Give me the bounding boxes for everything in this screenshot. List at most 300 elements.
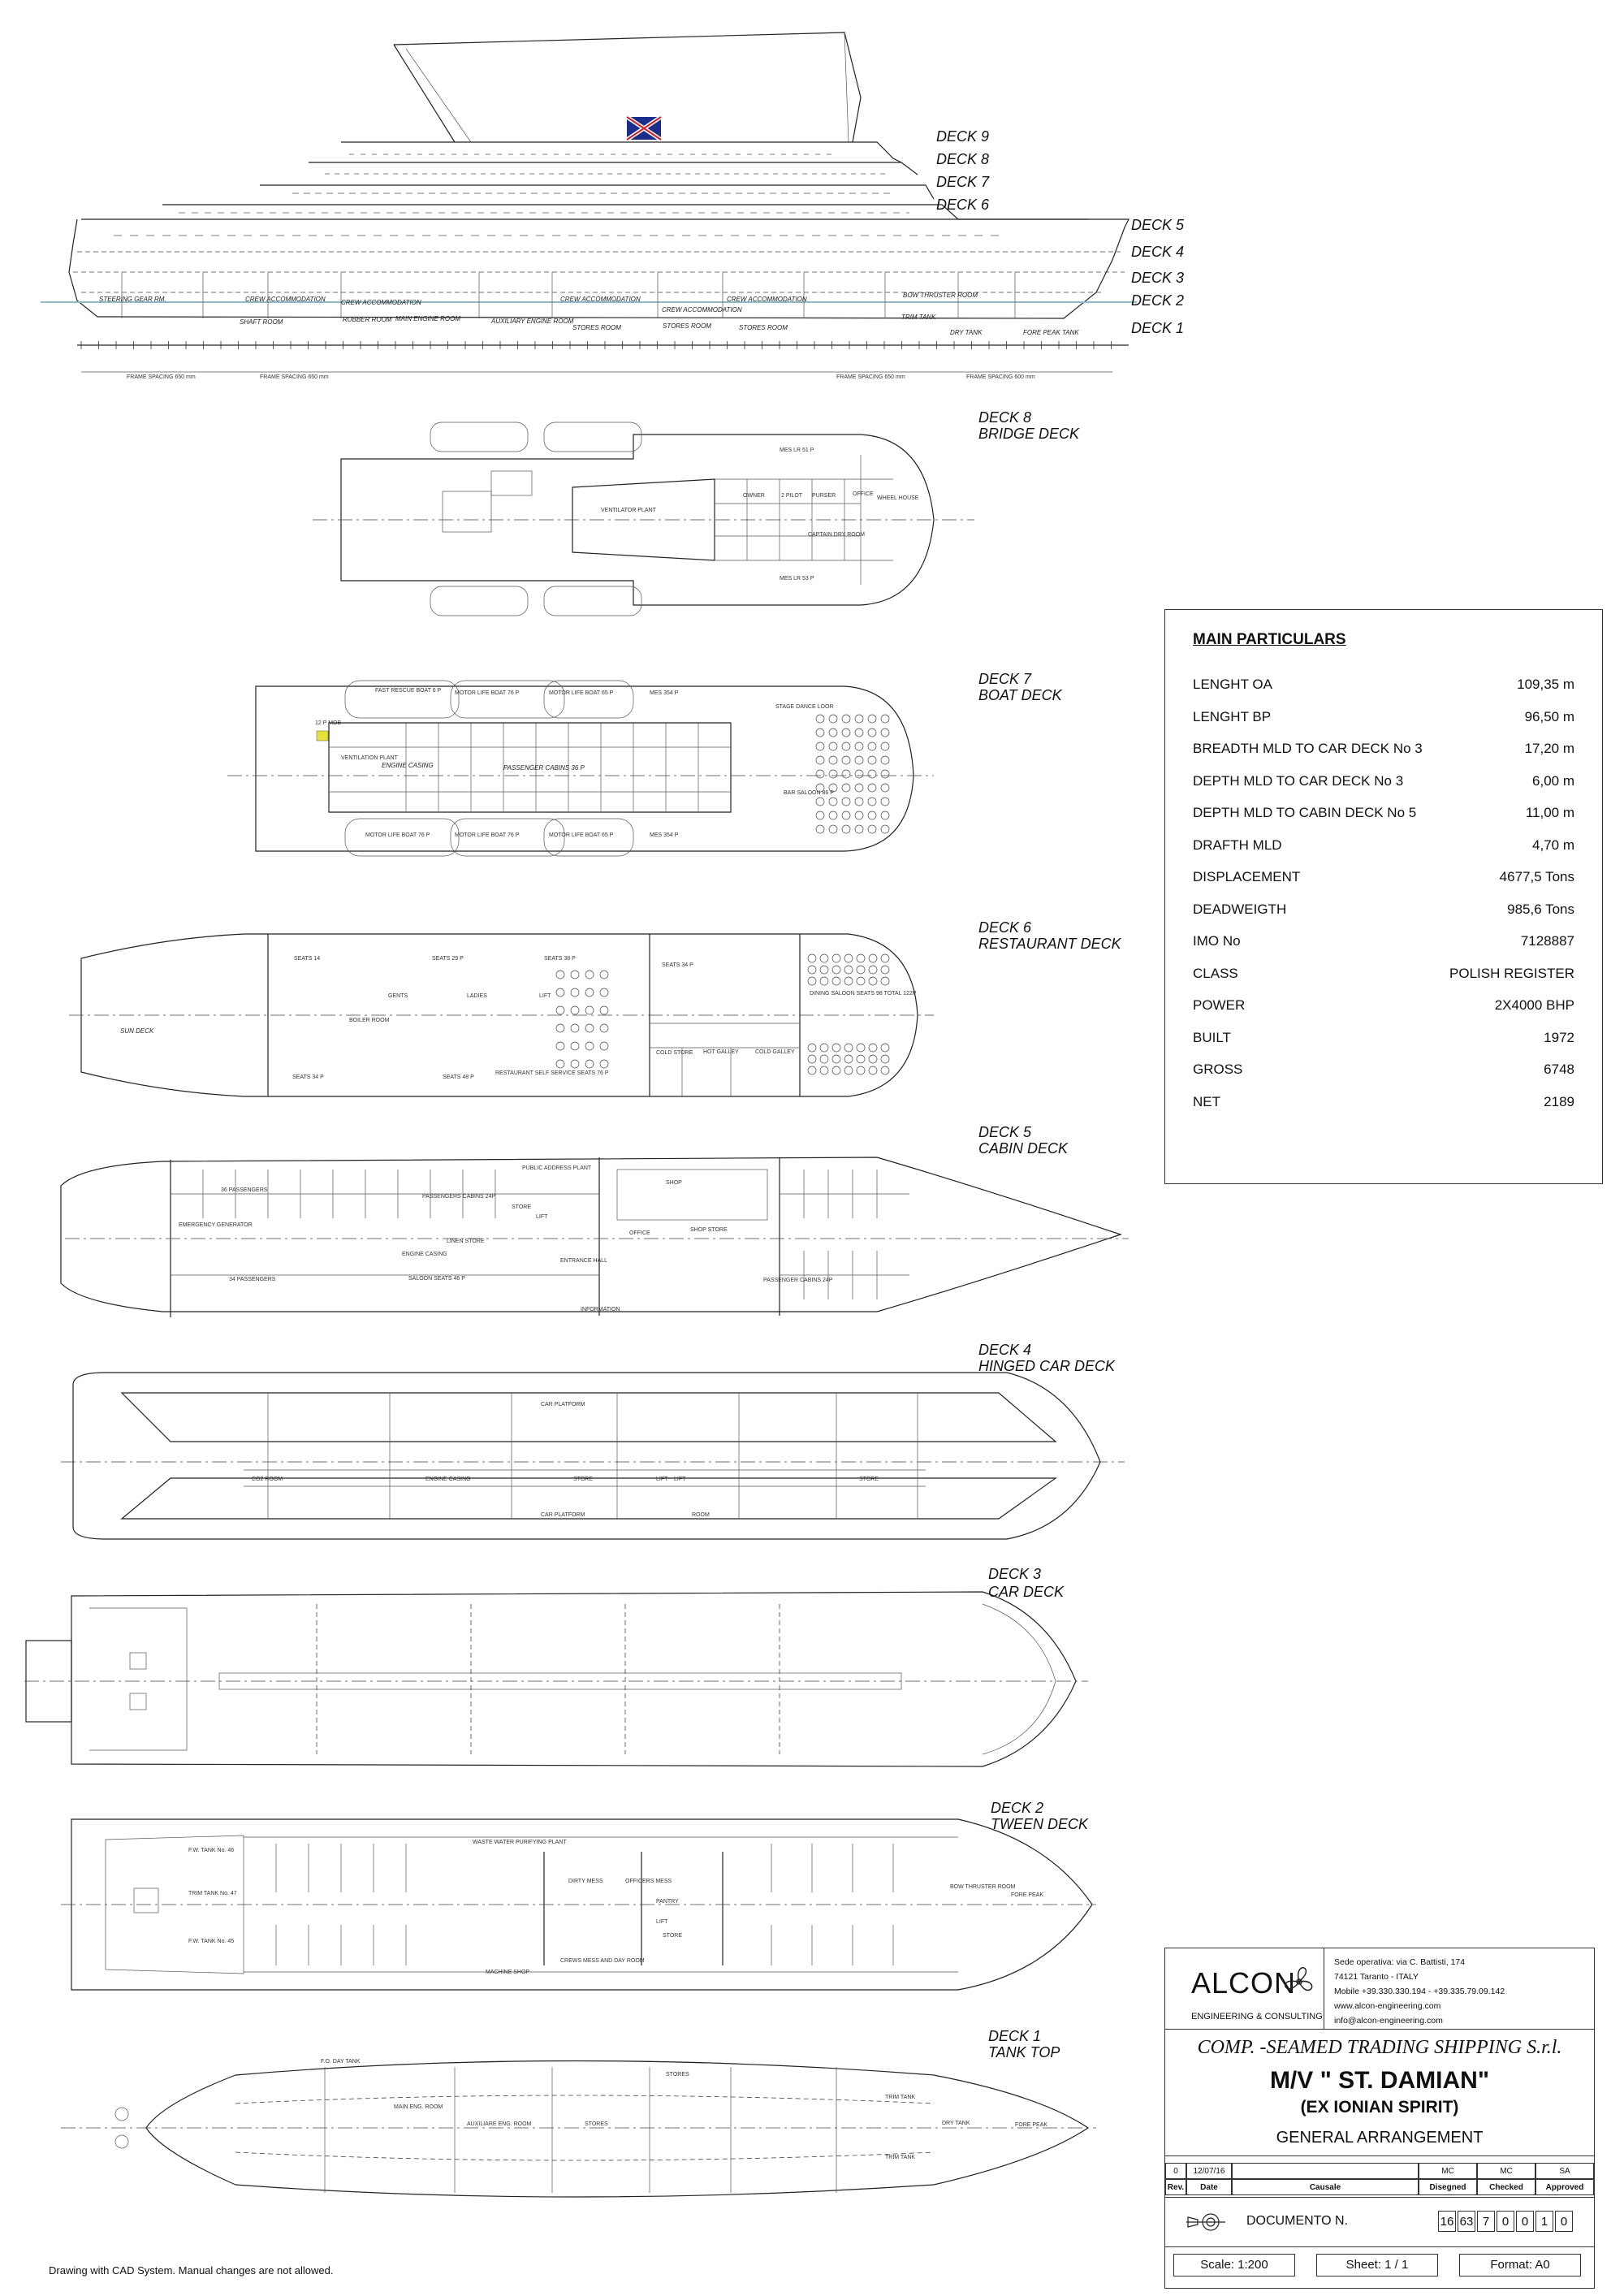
seat-table xyxy=(829,770,837,778)
particular-key: BREADTH MLD TO CAR DECK No 3 xyxy=(1193,741,1423,756)
room-label: BOW THRUSTER ROOM xyxy=(950,1884,1016,1890)
deck-8-plan xyxy=(313,409,1080,616)
seat-table xyxy=(855,756,863,764)
address-line: Mobile +39.330.330.194 - +39.335.79.09.142 xyxy=(1334,1987,1505,1996)
logo-text: ALCON xyxy=(1191,1966,1297,2000)
logo-subtitle: ENGINEERING & CONSULTING xyxy=(1191,2012,1323,2021)
room-label: MES LR 51 P xyxy=(780,448,814,453)
room-label: PASSENGER CABINS 24P xyxy=(763,1278,833,1283)
room-label: SHAFT ROOM xyxy=(240,318,283,326)
address-line: www.alcon-engineering.com xyxy=(1334,2001,1441,2011)
deck-title: DECK 3 xyxy=(988,1566,1042,1582)
seat-table xyxy=(868,798,876,806)
particular-key: GROSS xyxy=(1193,1062,1243,1077)
seat-table xyxy=(881,798,889,806)
seat-table xyxy=(857,977,865,985)
room-label: PASSENGERS CABINS 24P xyxy=(422,1194,496,1200)
room-label: SHOP xyxy=(666,1180,682,1186)
profile-deck-label: DECK 4 xyxy=(1131,244,1185,260)
seat-table xyxy=(842,784,850,792)
cad-note: Drawing with CAD System. Manual changes are not allowed. xyxy=(49,2264,334,2277)
particular-key: LENGHT BP xyxy=(1193,708,1272,724)
seat-table xyxy=(556,1060,564,1068)
profile-deck-label: DECK 2 xyxy=(1131,292,1185,309)
seat-table xyxy=(820,1055,828,1063)
particular-value: 2X4000 BHP xyxy=(1494,997,1574,1013)
rev-header: Date xyxy=(1186,2179,1232,2195)
room-label: CREW ACCOMMODATION xyxy=(662,306,742,313)
room-label: STORE xyxy=(512,1204,531,1210)
particular-row xyxy=(1193,709,1574,733)
room-label: ENTRANCE HALL xyxy=(560,1258,607,1264)
seat-table xyxy=(857,966,865,974)
room-label: SHOP STORE xyxy=(690,1227,728,1233)
room-label: STORES ROOM xyxy=(572,324,621,331)
seat-table xyxy=(855,770,863,778)
room-label: SEATS 34 P xyxy=(662,962,693,968)
seat-table xyxy=(571,1006,579,1014)
seat-table xyxy=(855,742,863,750)
particular-key: DEPTH MLD TO CAR DECK No 3 xyxy=(1193,772,1404,789)
particular-row xyxy=(1193,997,1574,1022)
room-label: F.O. DAY TANK xyxy=(321,2059,361,2065)
seat-table xyxy=(816,798,824,806)
seat-table xyxy=(842,811,850,819)
doc-digit: 7 xyxy=(1477,2211,1495,2232)
seat-table xyxy=(881,1044,889,1052)
deck-3-plan xyxy=(24,1566,1088,1766)
seat-table xyxy=(829,756,837,764)
particular-key: NET xyxy=(1193,1093,1220,1109)
room-label: PASSENGER CABINS 36 P xyxy=(503,764,585,772)
room-label: MACHINE SHOP xyxy=(486,1970,530,1975)
seat-table xyxy=(808,977,816,985)
seat-table xyxy=(842,729,850,737)
room-label: MOTOR LIFE BOAT 76 P xyxy=(455,690,520,696)
room-label: AUXILIARE ENG. ROOM xyxy=(467,2121,532,2127)
rev-date: 12/07/16 xyxy=(1186,2163,1232,2179)
particular-value: 2189 xyxy=(1544,1093,1574,1109)
doc-digit: 16 xyxy=(1438,2211,1456,2232)
room-label: OFFICE xyxy=(853,491,874,497)
particular-row xyxy=(1193,837,1574,862)
seat-table xyxy=(832,1066,840,1074)
frame-spacing-label: FRAME SPACING 650 mm xyxy=(127,374,196,380)
room-label: SEATS 34 P xyxy=(292,1074,324,1080)
document-label: DOCUMENTO N. xyxy=(1246,2214,1349,2228)
company-logo xyxy=(1165,1948,1324,2030)
profile-deck-label: DECK 3 xyxy=(1131,270,1185,286)
particular-row xyxy=(1193,805,1574,829)
room-label: HOT GALLEY xyxy=(703,1049,739,1055)
particular-key: POWER xyxy=(1193,997,1246,1013)
profile-deck-label: DECK 8 xyxy=(936,151,990,167)
deck-subtitle: BOAT DECK xyxy=(978,687,1062,703)
deck-4-plan xyxy=(61,1342,1125,1539)
particular-key: IMO No xyxy=(1193,933,1241,949)
seat-table xyxy=(832,1055,840,1063)
room-label: OFFICERS MESS xyxy=(625,1879,672,1884)
room-label: OFFICE xyxy=(629,1230,650,1236)
seat-table xyxy=(832,954,840,962)
seat-table xyxy=(600,988,608,997)
rev-reason xyxy=(1232,2163,1419,2179)
seat-table xyxy=(600,1024,608,1032)
seat-table xyxy=(869,977,877,985)
seat-table xyxy=(842,770,850,778)
seat-table xyxy=(820,977,828,985)
room-label: DRY TANK xyxy=(950,329,983,336)
seat-table xyxy=(857,954,865,962)
deck-title: DECK 5 xyxy=(978,1124,1032,1140)
particular-row xyxy=(1193,1094,1574,1118)
title-block xyxy=(1164,1948,1595,2289)
seat-table xyxy=(820,966,828,974)
address-line: 74121 Taranto - ITALY xyxy=(1334,1972,1419,1982)
seat-table xyxy=(600,1042,608,1050)
particular-value: 4677,5 Tons xyxy=(1499,869,1574,884)
deck-title: DECK 4 xyxy=(978,1342,1032,1358)
room-label: LIFT xyxy=(674,1477,686,1482)
seat-table xyxy=(868,811,876,819)
room-label: ENGINE CASING xyxy=(382,762,434,769)
document-number-row xyxy=(1165,2197,1594,2247)
room-label: MOTOR LIFE BOAT 65 P xyxy=(549,832,614,838)
seat-table xyxy=(556,971,564,979)
room-label: ROOM xyxy=(692,1512,710,1518)
particular-row xyxy=(1193,1030,1574,1054)
seat-table xyxy=(881,729,889,737)
seat-table xyxy=(869,1055,877,1063)
seat-table xyxy=(585,988,594,997)
room-label: VENTILATOR PLANT xyxy=(601,508,656,513)
room-label: BAR SALOON 86 P xyxy=(784,790,834,796)
seat-table xyxy=(556,1006,564,1014)
seat-table xyxy=(868,784,876,792)
sheet-box: Sheet: 1 / 1 xyxy=(1316,2254,1438,2277)
frame-spacing-label: FRAME SPACING 650 mm xyxy=(836,374,905,380)
particular-row xyxy=(1193,1062,1574,1086)
seat-table xyxy=(844,1055,853,1063)
room-label: FAST RESCUE BOAT 6 P xyxy=(375,688,442,694)
particular-key: DISPLACEMENT xyxy=(1193,869,1301,884)
seat-table xyxy=(829,825,837,833)
particular-value: 4,70 m xyxy=(1532,837,1574,853)
seat-table xyxy=(881,1055,889,1063)
main-particulars-panel xyxy=(1164,609,1603,1184)
seat-table xyxy=(808,1044,816,1052)
room-label: TRIM TANK xyxy=(901,313,936,321)
deck-subtitle: HINGED CAR DECK xyxy=(978,1358,1116,1374)
seat-table xyxy=(808,966,816,974)
deck-subtitle: TANK TOP xyxy=(988,2044,1060,2060)
room-label: CAPTAIN DRY ROOM xyxy=(808,532,866,538)
particulars-title: MAIN PARTICULARS xyxy=(1193,631,1346,648)
room-label: CREW ACCOMMODATION xyxy=(341,299,421,306)
seat-table xyxy=(869,1044,877,1052)
frame-spacing-label: FRAME SPACING 650 mm xyxy=(260,374,329,380)
seat-table xyxy=(842,742,850,750)
seat-table xyxy=(881,825,889,833)
seat-table xyxy=(571,1060,579,1068)
room-label: MAIN ENGINE ROOM xyxy=(395,315,461,322)
company-flag xyxy=(627,117,661,140)
room-label: SEATS 14 xyxy=(294,956,321,962)
seat-table xyxy=(881,715,889,723)
room-label: RUBBER ROOM xyxy=(343,316,392,323)
room-label: ENGINE CASING xyxy=(425,1477,471,1482)
seat-table xyxy=(881,977,889,985)
room-label: MES LR 53 P xyxy=(780,576,814,582)
address-line: info@alcon-engineering.com xyxy=(1334,2016,1443,2026)
particular-value: 7128887 xyxy=(1520,933,1574,949)
address-line: Sede operativa: via C. Battisti, 174 xyxy=(1334,1957,1466,1967)
doc-digit: 63 xyxy=(1458,2211,1475,2232)
seat-table xyxy=(832,966,840,974)
particular-value: 17,20 m xyxy=(1524,741,1574,756)
doc-digit: 1 xyxy=(1535,2211,1553,2232)
room-label: MES 354 P xyxy=(650,690,679,696)
room-label: STORES xyxy=(666,2072,689,2078)
room-label: SUN DECK xyxy=(120,1027,154,1035)
profile-deck-label: DECK 1 xyxy=(1131,320,1185,336)
room-label: PUBLIC ADDRESS PLANT xyxy=(522,1165,592,1171)
deck-title: DECK 6 xyxy=(978,919,1032,936)
rev-header: Approved xyxy=(1535,2179,1594,2195)
room-label: PURSER xyxy=(812,493,836,499)
seat-table xyxy=(881,756,889,764)
seat-table xyxy=(842,825,850,833)
rev-header: Disegned xyxy=(1419,2179,1477,2195)
profile-deck-label: DECK 5 xyxy=(1131,217,1185,233)
rev-header: Checked xyxy=(1477,2179,1535,2195)
seat-table xyxy=(842,798,850,806)
room-label: STORE xyxy=(573,1477,593,1482)
seat-table xyxy=(571,988,579,997)
particular-value: 985,6 Tons xyxy=(1507,901,1574,917)
room-label: MOTOR LIFE BOAT 65 P xyxy=(549,690,614,696)
deck-subtitle: CABIN DECK xyxy=(978,1140,1069,1157)
seat-table xyxy=(585,1024,594,1032)
seat-table xyxy=(820,954,828,962)
room-label: LIFT xyxy=(539,993,551,999)
seat-table xyxy=(881,784,889,792)
room-label: CAR PLATFORM xyxy=(541,1402,585,1407)
seat-table xyxy=(844,966,853,974)
room-label: TRIM TANK No. 47 xyxy=(188,1891,237,1896)
seat-table xyxy=(869,954,877,962)
seat-table xyxy=(808,1055,816,1063)
doc-digit: 0 xyxy=(1497,2211,1514,2232)
room-label: TRIM TANK xyxy=(885,2155,916,2160)
propeller-icon xyxy=(1279,1961,1320,2002)
seat-table xyxy=(869,966,877,974)
deck-title: DECK 2 xyxy=(991,1800,1044,1816)
room-label: STORES ROOM xyxy=(663,322,711,330)
room-label: DRY TANK xyxy=(942,2121,970,2126)
seat-table xyxy=(585,1042,594,1050)
seat-table xyxy=(881,742,889,750)
deck-title: DECK 7 xyxy=(978,671,1032,687)
seat-table xyxy=(881,1066,889,1074)
drawing-title: GENERAL ARRANGEMENT xyxy=(1165,2129,1594,2156)
room-label: 2 PILOT xyxy=(781,493,803,499)
particular-row xyxy=(1193,677,1574,701)
seat-table xyxy=(844,1044,853,1052)
ship-profile xyxy=(41,32,1185,380)
seat-table xyxy=(855,715,863,723)
seat-table xyxy=(829,798,837,806)
room-label: BOW THRUSTER ROOM xyxy=(903,292,978,299)
seat-table xyxy=(829,811,837,819)
room-label: CAR PLATFORM xyxy=(541,1512,585,1518)
room-label: 36 PASSENGERS xyxy=(221,1187,268,1193)
particular-row xyxy=(1193,773,1574,798)
company-address xyxy=(1324,1948,1594,2030)
seat-table xyxy=(855,784,863,792)
seat-table xyxy=(857,1044,865,1052)
rev-designed: MC xyxy=(1419,2163,1477,2179)
client-name: COMP. -SEAMED TRADING SHIPPING S.r.l. xyxy=(1197,2037,1562,2058)
seat-table xyxy=(556,1042,564,1050)
room-label: INFORMATION xyxy=(581,1307,620,1312)
seat-table xyxy=(842,756,850,764)
particular-row xyxy=(1193,902,1574,926)
seat-table xyxy=(855,811,863,819)
seat-table xyxy=(808,1066,816,1074)
seat-table xyxy=(832,977,840,985)
room-label: LIFT xyxy=(656,1919,668,1925)
seat-table xyxy=(816,742,824,750)
deck-subtitle: RESTAURANT DECK xyxy=(978,936,1121,952)
room-label: FORE PEAK TANK xyxy=(1023,329,1079,336)
seat-table xyxy=(585,1006,594,1014)
particular-value: POLISH REGISTER xyxy=(1449,965,1574,981)
doc-digit: 0 xyxy=(1555,2211,1573,2232)
seat-table xyxy=(816,811,824,819)
seat-table xyxy=(868,825,876,833)
frame-spacing-label: FRAME SPACING 600 mm xyxy=(966,374,1035,380)
seat-table xyxy=(832,1044,840,1052)
seat-table xyxy=(855,798,863,806)
seat-table xyxy=(844,1066,853,1074)
seat-table xyxy=(571,1042,579,1050)
room-label: STORES ROOM xyxy=(739,324,788,331)
particular-value: 1972 xyxy=(1544,1029,1574,1045)
seat-table xyxy=(844,954,853,962)
seat-table xyxy=(816,770,824,778)
room-label: EMERGENCY GENERATOR xyxy=(179,1222,253,1228)
room-label: STORE xyxy=(859,1477,879,1482)
seat-table xyxy=(600,1006,608,1014)
seat-table xyxy=(820,1044,828,1052)
room-label: SEATS 29 P xyxy=(432,956,464,962)
seat-table xyxy=(868,715,876,723)
room-label: CREW ACCOMMODATION xyxy=(560,296,641,303)
seat-table xyxy=(857,1055,865,1063)
deck-5-plan xyxy=(61,1124,1129,1317)
room-label: AUXILIARY ENGINE ROOM xyxy=(491,318,574,325)
seat-table xyxy=(600,971,608,979)
room-label: CREW ACCOMMODATION xyxy=(727,296,807,303)
deck-subtitle: CAR DECK xyxy=(988,1584,1065,1600)
room-label: 12 P MOB xyxy=(315,720,342,726)
room-label: WHEEL HOUSE xyxy=(877,495,919,501)
scale-box: Scale: 1:200 xyxy=(1173,2254,1295,2277)
seat-table xyxy=(881,966,889,974)
particular-value: 109,35 m xyxy=(1517,677,1574,692)
ship-name: M/V " ST. DAMIAN" xyxy=(1269,2067,1490,2094)
seat-table xyxy=(855,729,863,737)
seat-table xyxy=(868,770,876,778)
seat-table xyxy=(842,715,850,723)
seat-table xyxy=(816,825,824,833)
room-label: CREWS MESS AND DAY ROOM xyxy=(560,1958,645,1964)
seat-table xyxy=(571,1024,579,1032)
deck-6-plan xyxy=(69,919,1122,1096)
room-label: LIFT xyxy=(656,1477,668,1482)
seat-table xyxy=(855,825,863,833)
room-label: SEATS 38 P xyxy=(544,956,576,962)
room-label: FORE PEAK xyxy=(1015,2122,1048,2128)
particular-key: LENGHT OA xyxy=(1193,677,1272,692)
particular-value: 6748 xyxy=(1544,1062,1574,1077)
former-ship-name: (EX IONIAN SPIRIT) xyxy=(1300,2098,1459,2117)
rev-checked: MC xyxy=(1477,2163,1535,2179)
seat-table xyxy=(881,770,889,778)
room-label: STORE xyxy=(663,1933,682,1939)
room-label: MES 354 P xyxy=(650,832,679,838)
seat-table xyxy=(600,1060,608,1068)
profile-deck-label: DECK 6 xyxy=(936,197,990,213)
room-label: STAGE DANCE LOOR xyxy=(775,704,834,710)
room-label: WASTE WATER PURIFYING PLANT xyxy=(473,1840,567,1845)
rev-header: Causale xyxy=(1232,2179,1419,2195)
particular-row xyxy=(1193,966,1574,990)
deck-title: DECK 1 xyxy=(988,2028,1042,2044)
room-label: COLD GALLEY xyxy=(755,1049,795,1055)
particular-key: DEADWEIGTH xyxy=(1193,901,1287,917)
room-label: LINEN STORE xyxy=(447,1239,485,1244)
room-label: LADIES xyxy=(467,993,487,999)
room-label: CREW ACCOMMODATION xyxy=(245,296,326,303)
room-label: 34 PASSENGERS xyxy=(229,1277,276,1282)
room-label: TRIM TANK xyxy=(885,2095,916,2100)
room-label: STORES xyxy=(585,2121,608,2127)
seat-table xyxy=(820,1066,828,1074)
room-label: VENTILATION PLANT xyxy=(341,755,398,761)
deck-subtitle: TWEEN DECK xyxy=(991,1816,1089,1832)
particular-key: DEPTH MLD TO CABIN DECK No 5 xyxy=(1193,805,1417,820)
particular-value: 96,50 m xyxy=(1524,708,1574,724)
rev-number: 0 xyxy=(1165,2163,1186,2179)
seat-table xyxy=(881,811,889,819)
room-label: BOILER ROOM xyxy=(349,1018,390,1023)
seat-table xyxy=(816,756,824,764)
seat-table xyxy=(868,729,876,737)
room-label: F.W. TANK No. 46 xyxy=(188,1848,235,1853)
room-label: LIFT xyxy=(536,1214,548,1220)
seat-table xyxy=(857,1066,865,1074)
room-label: ENGINE CASING xyxy=(402,1252,447,1257)
room-label: F.W. TANK No. 45 xyxy=(188,1939,235,1944)
room-label: RESTAURANT SELF SERVICE SEATS 76 P xyxy=(495,1070,609,1076)
deck-subtitle: BRIDGE DECK xyxy=(978,426,1080,442)
room-label: MOTOR LIFE BOAT 76 P xyxy=(455,832,520,838)
room-label: CO2 ROOM xyxy=(252,1477,283,1482)
profile-deck-label: DECK 7 xyxy=(936,174,990,190)
particular-row xyxy=(1193,741,1574,765)
